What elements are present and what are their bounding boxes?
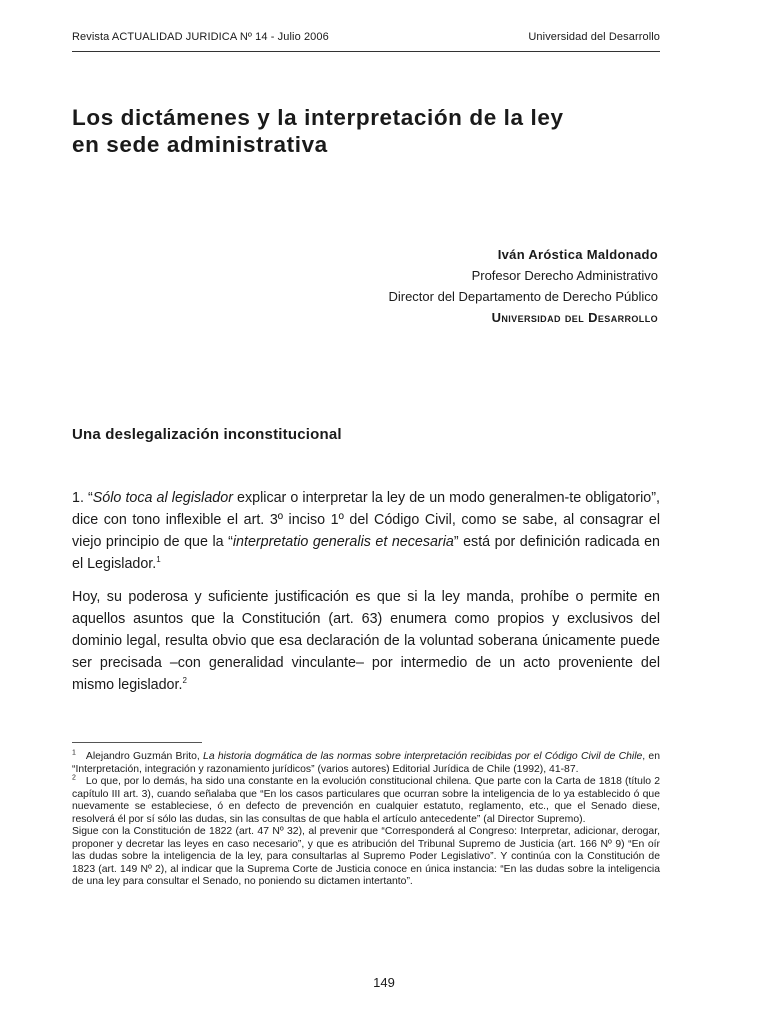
footnote-1-mark: 1 (72, 749, 76, 757)
paragraph-2-text: Hoy, su poderosa y suficiente justificación es que si la ley manda, prohíbe o permite en aquellos asuntos que la Constitución (art. 63) enumera como propios y exclusivos del dominio legal, resulta obvio que esa declaración de la voluntad soberana únicamente puede ser precisada –con generalidad vinculante– por intermedio de un acto proveniente del mismo legislador. (72, 589, 660, 693)
article-title-line-2: en sede administrativa (72, 132, 328, 157)
journal-title: Revista ACTUALIDAD JURIDICA Nº 14 - Julio 2006 (72, 31, 329, 43)
paragraph-1-quote: Sólo toca al legislador (92, 490, 233, 506)
footnotes (72, 751, 660, 889)
paragraph-1-part-e: ” está por definición radicada en el Legislador. (72, 534, 660, 572)
footnote-1-work-title: La historia dogmática de las normas sobre interpretación recibidas por el Código Civil de Chile (203, 751, 643, 762)
footnote-1 (72, 751, 660, 776)
running-header (72, 31, 660, 52)
footnote-ref-2[interactable]: 2 (182, 676, 187, 686)
footnote-2-part-a: Lo que, por lo demás, ha sido una constante en la evolución constitucional chilena. Que parte con la Carta de 1818 (título 2 capítulo III art. 3), cuando señalaba que “En los casos particulares que ocurran sobre la inteligencia de lo ya establecido ó que nuevamente se estableciese, ó en defecto de prevención en cualquier estatuto, reglamento, etc., que el Senado diese, resolverá él por sí sólo las dudas, sin las consultas de que habla el artículo antecedente” (al Director Supremo). (72, 776, 660, 825)
author-block (388, 244, 658, 328)
paragraph-1-part-a: 1. “ (72, 490, 93, 506)
author-name: Iván Aróstica Maldonado (497, 247, 658, 262)
article-title-line-1: Los dictámenes y la interpretación de la ley (72, 105, 564, 130)
paragraph-1-part-c: explicar o interpretar la ley de un modo generalmen-te obligatorio”, dice con tono inflexible el art. 3º inciso 1º del Código Civil, como se sabe, al consagrar el viejo principio de que la “ (72, 490, 660, 550)
footnote-2-mark: 2 (72, 774, 76, 782)
paragraph-1 (72, 487, 660, 575)
footnote-2 (72, 776, 660, 826)
footnote-1-part-a: Alejandro Guzmán Brito, (85, 751, 204, 762)
paragraph-1-latin-phrase: interpretatio generalis et necesaria (232, 534, 454, 550)
section-heading: Una deslegalización inconstitucional (72, 426, 342, 443)
footnote-1-part-c: , en “Interpretación, integración y razonamiento jurídicos” (varios autores) Editorial Jurídica de Chile (1992), 41-87. (72, 751, 660, 775)
publisher-name: Universidad del Desarrollo (528, 31, 660, 43)
paragraph-2 (72, 586, 660, 696)
author-role-2: Director del Departamento de Derecho Público (388, 289, 658, 304)
footnote-divider (72, 742, 202, 743)
footnote-2-continued: Sigue con la Constitución de 1822 (art. 47 Nº 32), al prevenir que “Corresponderá al Congreso: Interpretar, adicionar, derogar, proponer y decretar las leyes en caso necesario”, y que es atribución del Tribunal Supremo de Justicia (art. 166 Nº 9) “En oír las dudas sobre la inteligencia de la ley, para consultarlas al Supremo Poder Legislativo”. Y continúa con la Constitución de 1823 (art. 149 Nº 2), al indicar que la Suprema Corte de Justicia conoce en única instancia: “En las dudas sobre la inteligencia de una ley para consultar el Senado, no poniendo su dictamen intertanto”. (72, 826, 660, 887)
footnote-ref-1[interactable]: 1 (156, 555, 161, 565)
author-role-1: Profesor Derecho Administrativo (471, 268, 658, 283)
page-number: 149 (373, 975, 395, 990)
article-title (72, 104, 672, 158)
author-institution: Universidad del Desarrollo (491, 310, 658, 325)
